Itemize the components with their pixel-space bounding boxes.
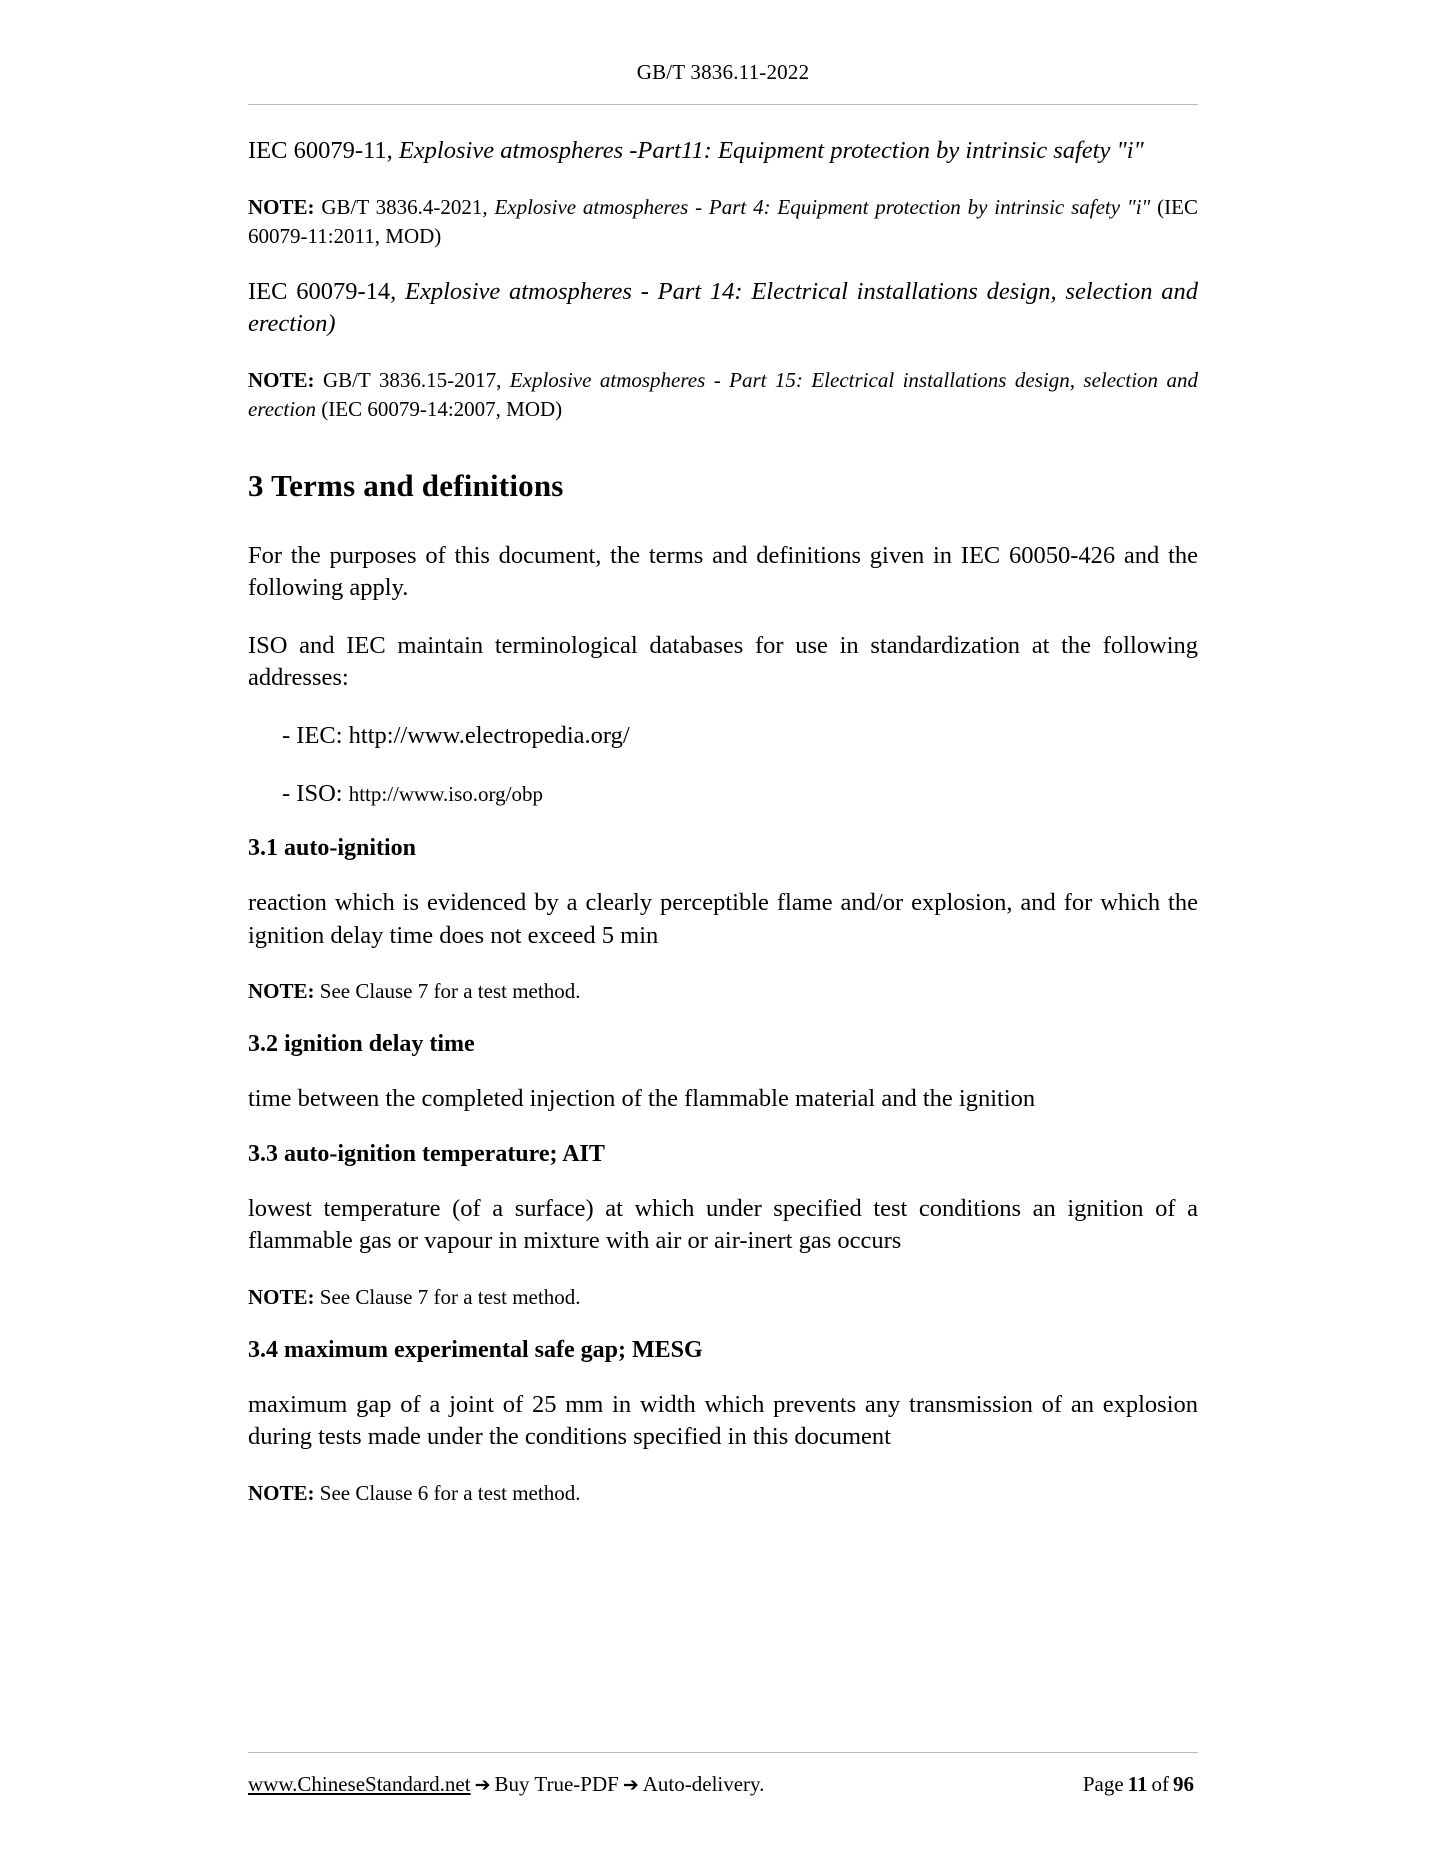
- footer-site-link[interactable]: www.ChineseStandard.net: [248, 1772, 471, 1796]
- term-note-3-4: [248, 1479, 1198, 1508]
- term-heading-3-3: 3.3 auto-ignition temperature; AIT: [248, 1140, 605, 1167]
- term-definition-3-4: maximum gap of a joint of 25 mm in width which prevents any transmission of an explosion during tests made under the conditions specified in this document: [248, 1390, 1198, 1451]
- page-label: Page: [1082, 1772, 1124, 1796]
- address-iec: [248, 720, 1198, 753]
- note-tail: (IEC 60079-11:2011, MOD): [248, 194, 1198, 248]
- reference-iec-60079-11: [248, 135, 1198, 168]
- term-note-3-3: [248, 1283, 1198, 1312]
- address-iso-prefix: - ISO:: [282, 779, 349, 807]
- term-definition-3-2: time between the completed injection of the flammable material and the ignition: [248, 1085, 1036, 1113]
- page-content: [248, 135, 1198, 1533]
- page-total: 96: [1173, 1772, 1194, 1796]
- address-iso: [248, 778, 1198, 811]
- term-heading-3-1: 3.1 auto-ignition: [248, 835, 417, 862]
- reference-title: Explosive atmospheres -Part11: Equipment protection by intrinsic safety "i": [398, 137, 1144, 164]
- section-intro-paragraph-2: ISO and IEC maintain terminological databases for use in standardization at the following addresses:: [248, 631, 1198, 692]
- footer-buy-label: Buy True-PDF: [494, 1772, 619, 1796]
- reference-title: Explosive atmospheres - Part 14: Electrical installations design, selection and erection): [248, 277, 1199, 338]
- reference-code: IEC 60079-11,: [248, 137, 399, 164]
- note-code: GB/T 3836.4-2021,: [314, 194, 495, 219]
- page-footer: [248, 1772, 1198, 1797]
- footer-pagination: [1083, 1772, 1198, 1797]
- section-heading-terms-and-definitions: 3 Terms and definitions: [248, 467, 564, 503]
- address-iec-text: - IEC: http://www.electropedia.org/: [282, 721, 630, 749]
- note-label: NOTE:: [248, 1481, 315, 1506]
- arrow-right-icon: ➔: [474, 1774, 491, 1796]
- term-heading-3-2: 3.2 ignition delay time: [248, 1031, 475, 1058]
- header-divider: [248, 104, 1198, 105]
- footer-promo: [248, 1772, 764, 1797]
- note-title: Explosive atmospheres - Part 15: Electrical installations design, selection and erection: [248, 367, 1198, 421]
- term-definition-3-3: lowest temperature (of a surface) at which under specified test conditions an ignition of a flammable gas or vapour in mixture with air or air-inert gas occurs: [248, 1194, 1198, 1255]
- term-note-3-1: [248, 977, 1198, 1006]
- section-intro-paragraph-1: For the purposes of this document, the terms and definitions given in IEC 60050-426 and the following apply.: [248, 541, 1198, 602]
- note-text: See Clause 6 for a test method.: [314, 1481, 581, 1506]
- note-label: NOTE:: [248, 367, 315, 392]
- header-standard-code: GB/T 3836.11-2022: [636, 60, 810, 84]
- note-gbt-3836-15: [248, 366, 1198, 424]
- page-header: [248, 60, 1198, 85]
- note-tail: (IEC 60079-14:2007, MOD): [316, 396, 563, 421]
- note-label: NOTE:: [248, 194, 315, 219]
- reference-iec-60079-14: [248, 276, 1198, 341]
- arrow-right-icon: ➔: [622, 1774, 639, 1796]
- footer-delivery-label: Auto-delivery.: [642, 1772, 765, 1796]
- note-text: See Clause 7 for a test method.: [314, 1284, 581, 1309]
- note-label: NOTE:: [248, 1284, 315, 1309]
- of-label: of: [1151, 1772, 1169, 1796]
- term-definition-3-1: reaction which is evidenced by a clearly perceptible flame and/or explosion, and for which the ignition delay time does not exceed 5 min: [248, 889, 1198, 949]
- note-title: Explosive atmospheres - Part 4: Equipment protection by intrinsic safety "i": [494, 194, 1151, 219]
- address-iso-url: http://www.iso.org/obp: [348, 781, 543, 806]
- term-heading-3-4: 3.4 maximum experimental safe gap; MESG: [248, 1336, 703, 1363]
- note-code: GB/T 3836.15-2017,: [314, 367, 510, 392]
- note-gbt-3836-4: [248, 193, 1198, 251]
- note-text: See Clause 7 for a test method.: [314, 979, 581, 1004]
- reference-code: IEC 60079-14,: [248, 277, 406, 305]
- note-label: NOTE:: [248, 979, 315, 1004]
- page-number: 11: [1127, 1772, 1148, 1796]
- footer-divider: [248, 1752, 1198, 1753]
